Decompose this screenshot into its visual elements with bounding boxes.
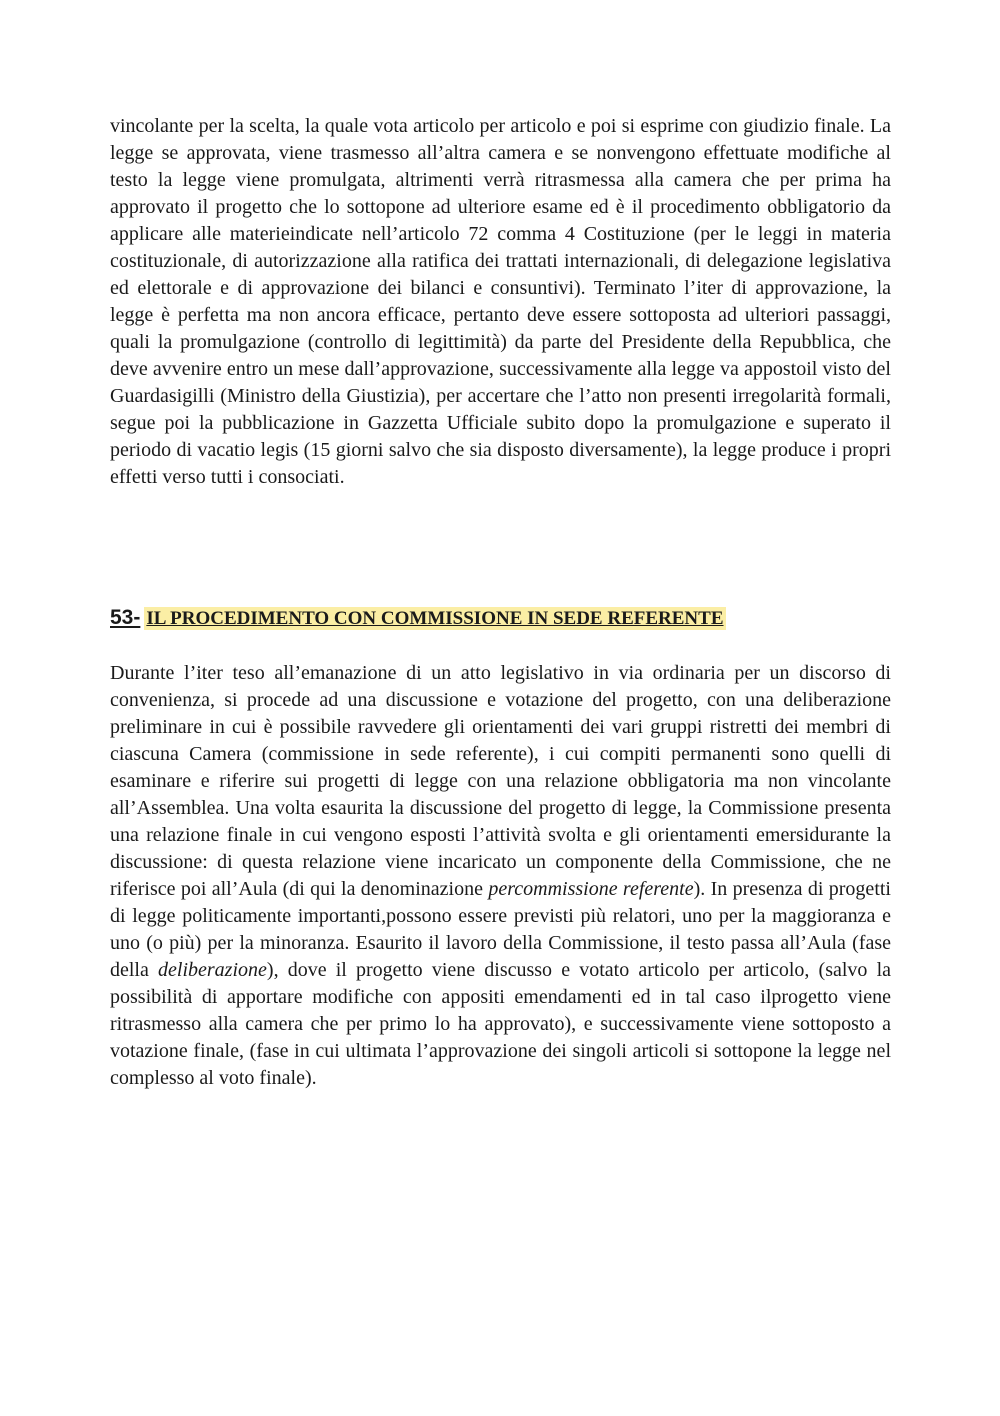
- section-title: IL PROCEDIMENTO CON COMMISSIONE IN SEDE REFERENTE: [146, 608, 724, 629]
- italic-term-deliberazione: deliberazione: [158, 959, 267, 981]
- paragraph-text-segment: ), dove il progetto viene discusso e votato articolo per articolo, (salvo la possibilità di apportare modifiche con appositi emendamenti ed in tal caso ilprogetto viene ritrasmesso alla camera che per primo lo ha approvato), e successivamente viene sottoposto a votazione finale, (fase in cui ultimata l’approvazione dei singoli articoli si sottopone la legge nel complesso al voto finale).: [110, 959, 892, 1089]
- section-heading: [110, 602, 891, 634]
- section-number: 53-: [110, 606, 141, 629]
- paragraph-text-segment: ). In presenza di progetti di legge politicamente importanti,possono essere previsti più relatori, uno per la maggioranza e uno (o più) per la minoranza. Esaurito il lavoro della Commissione, il testo passa all’Aula (fase della: [110, 878, 891, 981]
- paragraph-text-segment: Durante l’iter teso all’emanazione di un atto legislativo in via ordinaria per un discorso di convenienza, si procede ad una discussione e votazione del progetto, con una deliberazione preliminare in cui è possibile ravvedere gli orientamenti dei vari gruppi ristretti dei membri di ciascuna Camera (commissione in sede referente), i cui compiti permanenti sono quelli di esaminare e riferire sui progetti di legge con una relazione obbligatoria ma non vincolante all’Assemblea. Una volta esaurita la discussione del progetto di legge, la Commissione presenta una relazione finale in cui vengono esposti l’attività svolta e gli orientamenti emersidurante la discussione: di questa relazione viene incaricato un componente della Commissione, che ne riferisce poi all’Aula (di qui la denominazione: [110, 662, 891, 900]
- body-paragraph-continued: vincolante per la scelta, la quale vota articolo per articolo e poi si esprime con giudizio finale. La legge se approvata, viene trasmesso all’altra camera e se nonvengono effettuate modifiche al testo la legge viene promulgata, altrimenti verrà ritrasmessa alla camera che per prima ha approvato il progetto che lo sottopone ad ulteriore esame ed è il procedimento obbligatorio da applicare alle materieindicate nell’articolo 72 comma 4 Costituzione (per le leggi in materia costituzionale, di autorizzazione alla ratifica dei trattati internazionali, di delegazione legislativa ed elettorale e di approvazione dei bilanci e consuntivi). Terminato l’iter di approvazione, la legge è perfetta ma non ancora efficace, pertanto deve essere sottoposta ad ulteriori passaggi, quali la promulgazione (controllo di legittimità) da parte del Presidente della Repubblica, che deve avvenire entro un mese dall’approvazione, successivamente alla legge va appostoil visto del Guardasigilli (Ministro della Giustizia), per accertare che l’atto non presenti irregolarità formali, segue poi la pubblicazione in Gazzetta Ufficiale subito dopo la promulgazione e superato il periodo di vacatio legis (15 giorni salvo che sia disposto diversamente), la legge produce i propri effetti verso tutti i consociati.: [110, 115, 891, 488]
- italic-term-percommissione-referente: percommissione referente: [488, 878, 694, 900]
- body-paragraph-section-53: [110, 660, 891, 1092]
